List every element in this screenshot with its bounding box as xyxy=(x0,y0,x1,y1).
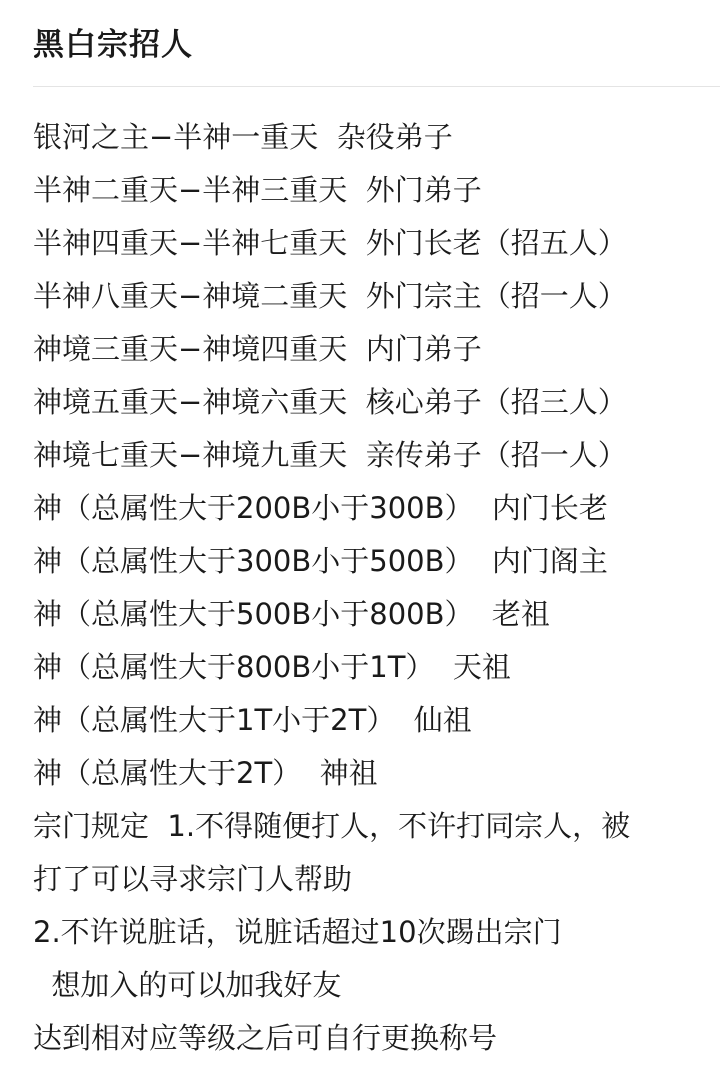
post-line: 半神二重天−半神三重天 外门弟子 xyxy=(33,173,482,207)
post-line: 神（总属性大于1T小于2T） 仙祖 xyxy=(33,703,472,737)
post-line: 想加入的可以加我好友 xyxy=(33,968,342,1002)
post-line: 神境三重天−神境四重天 内门弟子 xyxy=(33,332,482,366)
title-divider xyxy=(33,86,720,87)
post-line: 神境五重天−神境六重天 核心弟子（招三人） xyxy=(33,385,627,419)
post-body xyxy=(33,111,717,1065)
post-line: 神（总属性大于2T） 神祖 xyxy=(33,756,378,790)
post-line: 神境七重天−神境九重天 亲传弟子（招一人） xyxy=(33,438,627,472)
post-line: 神（总属性大于200B小于300B） 内门长老 xyxy=(33,491,608,525)
post-line: 神（总属性大于800B小于1T） 天祖 xyxy=(33,650,511,684)
post-title: 黑白宗招人 xyxy=(33,27,193,63)
post-line: 银河之主−半神一重天 杂役弟子 xyxy=(33,120,453,154)
post-line: 神（总属性大于300B小于500B） 内门阁主 xyxy=(33,544,608,578)
post-line: 打了可以寻求宗门人帮助 xyxy=(33,862,353,896)
post-line: 2.不许说脏话，说脏话超过10次踢出宗门 xyxy=(33,915,562,949)
post-line: 神（总属性大于500B小于800B） 老祖 xyxy=(33,597,550,631)
post-line: 半神八重天−神境二重天 外门宗主（招一人） xyxy=(33,279,627,313)
post-line: 宗门规定 1.不得随便打人，不许打同宗人，被 xyxy=(33,809,631,843)
post-line: 半神四重天−半神七重天 外门长老（招五人） xyxy=(33,226,627,260)
post-line: 达到相对应等级之后可自行更换称号 xyxy=(33,1021,498,1055)
